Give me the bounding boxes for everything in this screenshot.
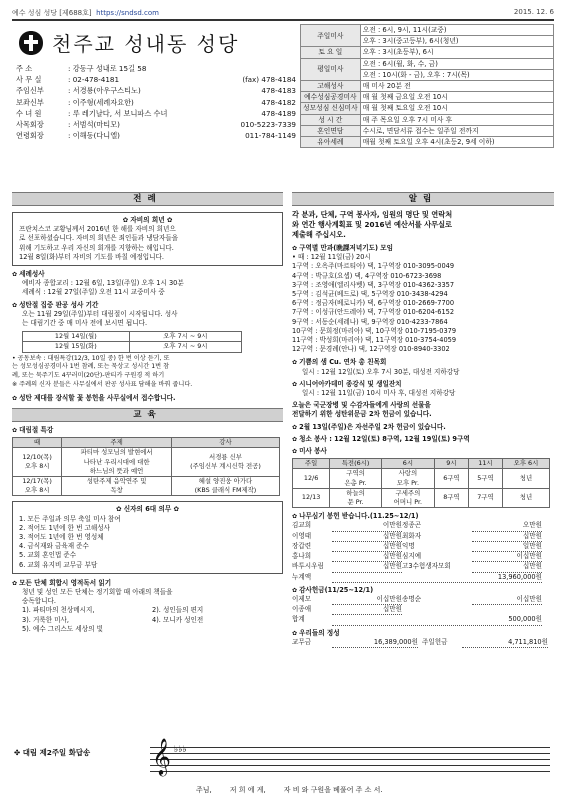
thanks-list	[292, 521, 554, 582]
book-title: 4). 모니카 성인전	[152, 615, 204, 624]
advent-line: 오후 8시	[24, 486, 50, 495]
confession-cell: 12월 14일(월)	[23, 332, 130, 342]
text-line: • 공동보속 : 대림특강(12/3, 10일 중) 한 번 이상 듣기, 또	[12, 354, 170, 362]
donor-amount: 오만원	[472, 521, 542, 531]
donor-name: 김교희	[292, 521, 312, 530]
text-line: 는 성모성심공경미사 1번 참례, 또는 묵상고 성시간 1번 참	[12, 363, 170, 371]
text-line: 위해 기도하고 우리 자신의 회개를 지향하는 해입니다.	[19, 243, 174, 252]
book-title: 3). 거룩한 미사,	[22, 615, 69, 624]
mass-time: 오후 : 3시(중고등부), 6시(청년)	[360, 36, 553, 47]
text-line: 청년 및 성인 모든 단체는 정기회합 때 아래의 책들을	[22, 588, 173, 597]
contact-phone: 478-4183	[261, 86, 296, 96]
mass-row	[301, 92, 554, 103]
bulletin-date: 2015. 12. 6	[513, 8, 554, 16]
donor-name: 고3수험생자모회	[402, 562, 451, 571]
service-line: 은총 Pr.	[344, 478, 367, 487]
bulletin-title: 예수 성심 성당 [제688호] https://sndsd.com	[12, 9, 159, 17]
service-line: 12/13	[301, 493, 321, 502]
zone-host: 3구역 : 조영애(엘리사벳) 댁, 3구역장 010-4362-3357	[292, 280, 455, 289]
service-cell	[434, 488, 468, 507]
donor-name: 심지예	[402, 552, 422, 561]
zone-host: 1구역 : 오옥주(마르티아) 댁, 1구역장	[292, 262, 402, 271]
duties-box	[12, 501, 283, 573]
text-line: 전달하기 위한 성탄위문금 2차 헌금이 있습니다.	[292, 410, 432, 419]
donor-amount: 십만원	[472, 532, 542, 542]
service-row	[293, 469, 550, 488]
gift-notice	[292, 401, 554, 419]
donor-amount: 십만원	[332, 542, 402, 552]
service-line: 12/6	[303, 474, 319, 483]
flat-signs-icon: ♭♭♭	[174, 745, 187, 755]
zone-host: 7구역 : 이성규(안드레아) 댁, 7구역장 010-6204-6152	[292, 308, 455, 317]
donor-amount: 십만원	[332, 562, 402, 572]
contact-key: 주 소	[16, 64, 33, 73]
book-title: 1). 파티마의 천상메시지,	[22, 606, 95, 615]
contact-value: : 이해동(다니엘)	[68, 131, 120, 141]
donor-name: 홍나희	[292, 552, 312, 561]
donor-row	[292, 542, 554, 552]
advent-cell	[62, 477, 172, 496]
mass-service-title: ✿ 미사 봉사	[292, 447, 554, 456]
service-line: 구역의	[346, 469, 365, 478]
advent-cell	[171, 477, 279, 496]
offering-list	[292, 638, 554, 648]
mass-kind: 유아세례	[301, 137, 361, 148]
contact-phone: 478-4189	[261, 108, 296, 118]
reading-text	[12, 588, 283, 606]
contact-phone: 011-784-1149	[245, 131, 296, 141]
mass-schedule-table	[300, 24, 554, 148]
service-cell	[330, 469, 382, 488]
text-line: 제출해 주십시오.	[292, 230, 346, 239]
confession-notes	[12, 355, 283, 390]
text-line: 5. 교회 혼인법 준수	[19, 551, 77, 560]
service-head	[293, 459, 550, 469]
donor-row	[292, 532, 554, 542]
text-line: 는 대림기간 중 매 미사 전에 보시면 됩니다.	[22, 319, 148, 328]
second-collection: ✿ 2월 13일(주일)은 자선주일 2차 헌금이 있습니다.	[292, 423, 554, 432]
decor-notice: ✿ 성탄 제대를 장식할 꽃 봉헌을 사무실에서 접수합니다.	[12, 394, 283, 403]
donor-row	[292, 521, 554, 531]
service-head-cell: 6시	[381, 459, 434, 469]
mass-time: 오전 : 6시(월, 화, 수, 금)	[360, 58, 553, 69]
mass-time: 매월 첫째 토요일 오후 4시(초등2, 9세 이하)	[360, 137, 553, 148]
service-line: 5구역	[477, 474, 494, 483]
advent-title: ✿ 대림절 특강	[12, 426, 283, 435]
contact-value: : 서경룡(아우구스티노)	[68, 86, 141, 96]
mass-row	[301, 114, 554, 125]
mass-kind: 주일미사	[301, 25, 361, 47]
donor-amount	[472, 605, 542, 615]
advent-cell	[62, 448, 172, 477]
book-title: 2). 성인들의 편지	[152, 606, 204, 615]
service-head-cell: 주일	[293, 459, 330, 469]
text-line: 숭독합니다.	[22, 597, 56, 606]
donor-name: 이영태	[292, 531, 312, 540]
parish-name: 천주교 성내동 성당	[52, 32, 240, 56]
service-cell	[381, 488, 434, 507]
advent-line: 독창	[110, 486, 123, 495]
confession-row	[23, 342, 242, 352]
confession-cell: 오후 7시 ~ 9시	[129, 342, 241, 352]
total-label: 누계액	[292, 572, 312, 581]
advent-line: 오후 8시	[24, 462, 50, 471]
service-cell	[293, 469, 330, 488]
mass-row	[301, 125, 554, 136]
advent-line: (주임신부 계시신학 전공)	[190, 462, 261, 471]
contact-row	[16, 63, 296, 74]
offering-value: 4,711,810원	[462, 638, 548, 648]
lyric-line: 주님,	[196, 786, 212, 794]
book-title: 5). 예수 그리스도 세상의 빛	[22, 624, 103, 633]
contact-row	[16, 97, 296, 108]
zone-host: 10구역 : 문희정(마리아) 댁, 10구역장 010-7195-0379	[292, 326, 457, 335]
donor-name: 장갑련	[292, 541, 312, 550]
baptism-text	[12, 279, 283, 297]
advent-head-cell: 주제	[62, 438, 172, 448]
treble-clef-icon: 𝄞	[152, 737, 171, 775]
service-line: 구세주의	[395, 488, 421, 497]
offering-label: 주일헌금	[422, 637, 448, 646]
donor-amount: 이십만원	[332, 595, 402, 605]
service-line: 6구역	[443, 474, 460, 483]
donor-row	[292, 562, 554, 572]
music-staff	[150, 737, 550, 783]
total-label: 합계	[292, 615, 305, 624]
section-liturgy: 전례	[12, 192, 283, 206]
donor-name: 최화자	[402, 531, 422, 540]
contact-phone: (fax) 478-4184	[242, 75, 296, 85]
zone-row	[292, 281, 554, 290]
advent-head-cell: 때	[13, 438, 62, 448]
advent-table	[12, 437, 280, 496]
total-value: 13,960,000원	[332, 573, 542, 583]
right-column	[292, 192, 554, 648]
donor-name: 정종곤	[402, 521, 422, 530]
mass-time: 매 월 첫째 토요일 오전 10시	[360, 103, 553, 114]
section-notices: 알림	[292, 192, 554, 206]
site-link[interactable]: https://sndsd.com	[96, 9, 159, 17]
mass-row	[301, 47, 554, 58]
donor-amount: 십만원	[332, 605, 402, 615]
cleaning-service: ✿ 청소 봉사 : 12월 12일(토) 8구역, 12월 19일(토) 9구역	[292, 435, 554, 444]
duties-list	[19, 515, 276, 570]
zone-phone: 4구역장 010-6723-3698	[365, 271, 442, 280]
mass-kind: 성모성심 신심미사	[301, 103, 361, 114]
zone-row	[292, 345, 554, 354]
advent-head-cell: 강사	[171, 438, 279, 448]
zone-host: 4구역 : 박규호(요셉) 댁,	[292, 271, 363, 280]
zone-host: 6구역 : 정금자(베로니카) 댁, 6구역장 010-2669-7700	[292, 299, 455, 308]
mass-row	[301, 81, 554, 92]
zone-row	[292, 327, 554, 336]
offering-title: ✿ 우리들의 정성	[292, 629, 554, 638]
confession-table	[22, 331, 242, 352]
book-title	[152, 625, 282, 634]
zone-phone: 12구역장 010-8940-3302	[369, 345, 450, 354]
contact-key: 사 무 실	[16, 75, 42, 85]
senior-title: ✿ 시니어아카데미 종강식 및 생일잔치	[292, 380, 554, 389]
mass-time: 매 월 첫째 금요일 오전 10시	[360, 92, 553, 103]
service-cell	[502, 488, 549, 507]
service-line: 사랑의	[398, 469, 418, 478]
zone-host: 12구역 : 문경례(안나) 댁,	[292, 345, 368, 354]
donation-total	[292, 615, 554, 625]
zone-date: • 때 : 12월 11일(금) 20시	[292, 253, 371, 262]
service-head-cell: 11시	[468, 459, 502, 469]
advent-line: 12/10(목)	[22, 453, 52, 462]
text-line: 와 연간 행사계획표 및 2016년 예산서를 사무실로	[292, 220, 452, 229]
zone-row	[292, 336, 554, 345]
jubilee-title: ✿ 자비의 희년 ✿	[122, 216, 173, 224]
mass-time: 오후 : 3시(초등부), 6시	[360, 47, 553, 58]
donor-name: 송명순	[402, 594, 422, 603]
service-head-cell: 오후 6시	[502, 459, 549, 469]
contact-value: : 강동구 성내로 15길 58	[68, 64, 147, 73]
total-value: 500,000원	[332, 615, 542, 625]
book-row	[22, 606, 283, 615]
advent-line: 나타난 우리시대에 대한	[83, 457, 150, 466]
text-line: 세례식 : 12월 27일(주일) 오전 11시 교중미사 중	[22, 288, 165, 297]
mass-service-table	[292, 458, 550, 508]
donor-amount: 십만원	[472, 562, 542, 572]
service-line: 7구역	[477, 493, 494, 502]
mass-row	[301, 25, 554, 36]
donor-name: 바투시우림	[292, 562, 324, 571]
service-line: 8구역	[443, 493, 460, 502]
mass-time: 매 주 목요일 오후 7시 미사 후	[360, 114, 553, 125]
contact-row	[16, 85, 296, 96]
mass-time: 매 미사 20분 전	[360, 81, 553, 92]
reading-books	[12, 606, 283, 634]
mass-kind: 예수성심공경미사	[301, 92, 361, 103]
jubilee-text	[19, 225, 276, 262]
reading-title: ✿ 모든 단체 회합시 영적독서 읽기	[12, 579, 283, 588]
contact-key: 주임신부	[16, 86, 44, 96]
service-head-cell: 9시	[434, 459, 468, 469]
book-row	[22, 616, 283, 625]
text-line: 예비자 종합교리 : 12월 6일, 13일(주일) 오후 1시 30분	[22, 279, 184, 288]
duties-title: ✿ 신자의 6대 의무 ✿	[115, 505, 180, 514]
service-line: 문 Pr.	[347, 498, 364, 507]
mass-row	[301, 137, 554, 148]
contact-key: 수 녀 원	[16, 108, 42, 118]
donor-amount: 이십만원	[472, 552, 542, 562]
notice-submit	[292, 210, 554, 240]
service-cell	[468, 488, 502, 507]
senior-detail: 일시 : 12월 11일(금) 10시 미사 후, 대성전 지하강당	[302, 389, 456, 398]
text-line: ※ 주례의 신자 분들은 사무실에서 판공 성사표 담해을 바꿔 줍니다.	[12, 381, 193, 389]
service-line: 청년	[519, 474, 533, 483]
lyric-line: 자 비 와 구원을 베풀어 주 소 서.	[283, 786, 383, 794]
donor-name: 익명	[402, 541, 415, 550]
zone-host: 9구역 : 서동순(세레나) 댁,	[292, 317, 370, 326]
contact-value: : 루 레기날다, 서 보니파스 수녀	[68, 108, 168, 118]
zone-list	[292, 262, 554, 354]
contact-key: 연령회장	[16, 131, 44, 141]
zone-title: ✿ 구역별 만과(晩課저녁기도) 모임	[292, 244, 554, 253]
advent-line: 혜설 양진웅 아가다	[198, 477, 253, 486]
zone-host: 11구역 : 박성희(마리아) 댁, 11구역장 010-3754-4059	[292, 336, 457, 345]
advent-line: 하느님의 뜻과 예언	[89, 466, 144, 475]
text-line: 6. 교회 유지비 교무금 부담	[19, 560, 98, 569]
zone-row	[292, 308, 554, 317]
section-education: 교육	[12, 408, 283, 422]
text-line: 오늘은 국군장병 및 수감자들에게 사랑의 선물을	[292, 401, 431, 410]
contact-row	[16, 108, 296, 119]
offering-label: 교무금	[292, 637, 312, 646]
advent-cell	[13, 477, 62, 496]
donor-amount: 십만원	[332, 552, 402, 562]
jubilee-box	[12, 212, 283, 266]
contact-key: 보좌신부	[16, 97, 44, 107]
hymn-title: ✤ 대림 제2주일 화답송	[14, 748, 91, 757]
text-line: 1. 모든 주일과 의무 축일 미사 참여	[19, 514, 121, 523]
contact-phone: 478-4182	[261, 97, 296, 107]
parish-contacts	[16, 63, 296, 141]
zone-row	[292, 318, 554, 327]
advent-head	[13, 438, 280, 448]
advent-line: 12/17(목)	[22, 477, 52, 486]
confession-text	[12, 310, 283, 328]
donor-row	[292, 605, 554, 615]
service-cell	[502, 469, 549, 488]
mass-row	[301, 103, 554, 114]
parish-info	[12, 24, 295, 174]
zone-row	[292, 272, 554, 281]
advent-row	[13, 477, 280, 496]
baptism-title: ✿ 세례성사	[12, 270, 283, 279]
mass-time: 오전 : 6시, 9시, 11시(교중)	[360, 25, 553, 36]
text-line: 4. 금식재와 금육재 준수	[19, 542, 89, 551]
contact-key: 사목회장	[16, 119, 44, 129]
donor-amount: 일만원	[472, 542, 542, 552]
service-line: 어머니 Pr.	[393, 498, 423, 507]
offering-value: 16,389,000원	[332, 638, 418, 648]
text-line: 12월 8일(화)부터 자비의 기도를 바칠 예정입니다.	[19, 252, 164, 261]
donor-amount: 이십만원	[472, 595, 542, 605]
advent-line: 서경룡 신부	[209, 453, 242, 462]
contact-row	[16, 119, 296, 130]
text-line: 3. 적어도 1년에 한 번 영성체	[19, 533, 104, 542]
advent-cell	[171, 448, 279, 477]
confession-cell: 오후 7시 ~ 9시	[129, 332, 241, 342]
mass-kind: 고해성사	[301, 81, 361, 92]
service-cell	[330, 488, 382, 507]
thanks-title: ✿ 나무심기 봉헌 받습니다.(11.25~12/1)	[292, 512, 554, 521]
service-row	[293, 488, 550, 507]
service-line: 모후 Pr.	[396, 478, 419, 487]
confession-title: ✿ 성탄절 집중 판공 성사 기간	[12, 301, 283, 310]
service-cell	[293, 488, 330, 507]
text-line: 오는 11월 29일(주일)부터 대림절이 시작됩니다. 성사	[22, 309, 178, 318]
mass-time: 오전 : 10시(화 - 금), 오후 : 7시(목)	[360, 69, 553, 80]
contact-row	[16, 74, 296, 85]
service-cell	[434, 469, 468, 488]
zone-phone: 5구역장 010-3438-4294	[371, 290, 448, 299]
text-line: 례, 또는 묵주기도 4꾸러미(20단)-판티카 구원경 적 하기	[12, 372, 165, 380]
mass-time: 수시로, 면담서류 접수는 일주일 전까지	[360, 125, 553, 136]
confession-cell: 12월 15일(화)	[23, 342, 130, 352]
contact-value: : 서범석(마티모)	[68, 119, 120, 129]
text-line: 로 선포하셨습니다. 자비의 희년은 죄인들과 냉담자들을	[19, 234, 179, 243]
thanks-total	[292, 573, 554, 583]
advent-line: 성탄주제 음악연주 및	[86, 477, 147, 486]
confession-row	[23, 332, 242, 342]
mass-kind: 혼인면담	[301, 125, 361, 136]
top-rule	[12, 19, 554, 21]
advent-line: (KBS 클래식 FM제작)	[194, 486, 257, 495]
cross-logo-icon	[18, 30, 44, 56]
advent-row	[13, 448, 280, 477]
advent-cell	[13, 448, 62, 477]
mass-kind: 토 요 일	[301, 47, 361, 58]
donation-list	[292, 595, 554, 626]
cu-title: ✿ 기쁨의 샘 Cu. 연차 총 친목회	[292, 358, 554, 367]
zone-row	[292, 262, 554, 271]
lyric-line: 저 희 에 게,	[229, 786, 266, 794]
service-line: 청년	[519, 493, 533, 502]
hymn-lyrics	[196, 785, 546, 795]
donor-name: 이종애	[292, 605, 312, 614]
service-cell	[468, 469, 502, 488]
text-line: 각 분과, 단체, 구역 봉사자, 임원의 명단 및 연락처	[292, 210, 453, 219]
donor-amount: 십만원	[332, 532, 402, 542]
donor-name: 이제모	[292, 594, 312, 603]
donor-row	[292, 552, 554, 562]
contact-value: : 02-478-4181	[68, 75, 120, 85]
zone-phone: 9구역장 010-4233-7864	[371, 317, 448, 326]
left-column	[12, 192, 283, 634]
book-row	[22, 625, 283, 634]
text-line: 프란치스코 교황님께서 2016년 한 해를 자비의 희년으	[19, 225, 176, 234]
service-cell	[381, 469, 434, 488]
contact-row	[16, 130, 296, 141]
text-line: 2. 적어도 1년에 한 번 고해성사	[19, 523, 111, 532]
donor-row	[292, 595, 554, 605]
service-line: 하늘의	[346, 488, 365, 497]
cu-detail: 일시 : 12월 12일(토) 오후 7시 30분, 대성전 지하강당	[302, 367, 460, 376]
contact-value: : 이주형(세례자요한)	[68, 97, 134, 107]
donor-amount: 이만원	[332, 521, 402, 531]
zone-host: 5구역 : 김석균(베드로) 댁,	[292, 290, 370, 299]
mass-kind: 성 시 간	[301, 114, 361, 125]
donation-title: ✿ 감사헌금(11/25~12/1)	[292, 586, 554, 595]
zone-phone: 010-3095-0049	[403, 262, 455, 271]
offering-row	[292, 638, 554, 648]
advent-line: 파티마 성모님의 발현에서	[80, 448, 153, 457]
service-head-cell: 특전(6시)	[330, 459, 382, 469]
zone-row	[292, 290, 554, 299]
mass-kind: 평일미사	[301, 58, 361, 80]
contact-phone: 010-5223-7339	[240, 119, 296, 129]
mass-row	[301, 58, 554, 69]
donor-name	[402, 605, 472, 615]
